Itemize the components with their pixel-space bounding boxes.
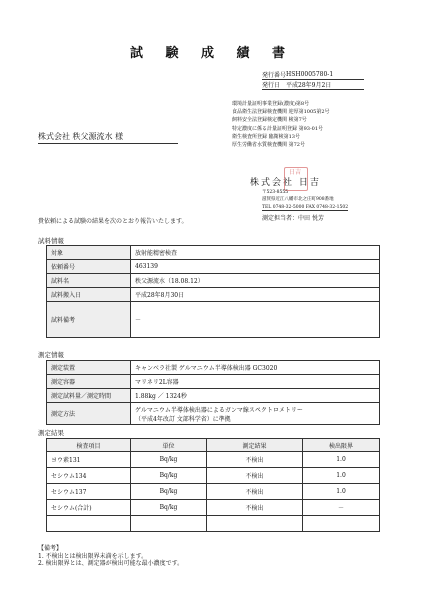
sample-info-table (46, 245, 380, 338)
table-value: 平成28年8月30日 (131, 288, 380, 302)
table-value: マリネリ2L容器 (131, 375, 380, 389)
table-row (47, 516, 380, 532)
cell-unit: Bq/kg (131, 500, 207, 516)
method-line-1: ゲルマニウム半導体検出器によるガンマ線スペクトロメトリー (135, 406, 303, 414)
cell-limit (303, 516, 380, 532)
cell-result: 不検出 (207, 500, 303, 516)
issue-date-label: 発行日 (262, 82, 281, 89)
company-zip: 〒523-8555 (262, 190, 289, 195)
cell-result (207, 516, 303, 532)
column-header: 検出限界 (303, 439, 380, 452)
table-row (47, 260, 380, 274)
cell-result: 不検出 (207, 468, 303, 484)
table-value: － (131, 302, 380, 338)
company-contact: TEL 0748-32-5000 FAX 0748-32-1502 (262, 205, 349, 210)
table-value: 1.88kg ／ 1324秒 (131, 389, 380, 403)
table-label: 試料搬入日 (47, 288, 131, 302)
cell-item: セシウム134 (47, 468, 131, 484)
table-row (47, 246, 380, 260)
table-row (47, 403, 380, 425)
sample-section-heading: 試料情報 (38, 237, 64, 245)
intro-text: 貴依頼による試験の結果を次のとおり報告いたします。 (38, 218, 188, 225)
cell-limit: 1.0 (303, 452, 380, 468)
table-value: 放射能精密検査 (131, 246, 380, 260)
issue-no-label: 発行番号 (262, 72, 287, 79)
table-row (47, 452, 380, 468)
table-label: 試料備考 (47, 302, 131, 338)
column-header: 検査項目 (47, 439, 131, 452)
cell-item: セシウム(合計) (47, 500, 131, 516)
note-line: 2. 検出限界とは、測定器が検出可能な最小濃度です。 (38, 560, 184, 567)
cell-unit (131, 516, 207, 532)
certification-item: 食品衛生法登録検査機関 迎厚第1005第2号 (232, 109, 330, 116)
method-line-2: （平成4年改訂 文部科学省）に準拠 (135, 415, 231, 423)
person-name: 中田 悦芳 (298, 215, 324, 222)
table-label: 依頼番号 (47, 260, 131, 274)
issue-no: HSH0005780-1 (286, 71, 334, 78)
table-value: キャンベラ社製 ゲルマニウム半導体検出器 GC3020 (131, 361, 380, 375)
person-label: 測定担当者： (262, 215, 299, 222)
table-row (47, 500, 380, 516)
column-header: 測定結果 (207, 439, 303, 452)
table-row (47, 484, 380, 500)
certification-list (232, 100, 330, 149)
document-title: 試 験 成 績 書 (129, 46, 295, 61)
table-value: 463139 (131, 260, 380, 274)
cell-item: ヨウ素131 (47, 452, 131, 468)
cell-limit: 1.0 (303, 468, 380, 484)
cell-item: セシウム137 (47, 484, 131, 500)
table-row (47, 302, 380, 338)
table-header-row (47, 439, 380, 452)
company-name: 株式会社 日吉 (250, 178, 321, 188)
measurement-info-table (46, 360, 380, 425)
table-row (47, 468, 380, 484)
company-address: 滋賀県近江八幡市北之庄町908番地 (262, 197, 334, 202)
certification-item: 特定濃度に係る計量証明登録 第93-01号 (232, 125, 324, 132)
results-section-heading: 測定結果 (38, 429, 64, 437)
table-label: 対象 (47, 246, 131, 260)
cell-limit: 1.0 (303, 484, 380, 500)
company-address-block (262, 189, 334, 203)
cell-unit: Bq/kg (131, 484, 207, 500)
table-value (131, 403, 380, 425)
cell-unit: Bq/kg (131, 452, 207, 468)
certification-item: 衛生検査所登録 臨衛検第13号 (232, 133, 300, 140)
table-label: 試料名 (47, 274, 131, 288)
results-table (46, 438, 380, 532)
note-line: 1. 不検出とは検出限界未満を示します。 (38, 552, 148, 560)
certification-item: 厚生労働省水質検査機関 第72号 (232, 142, 305, 149)
measurement-person (262, 213, 324, 222)
table-row (47, 274, 380, 288)
table-label: 測定容器 (47, 375, 131, 389)
column-header: 単位 (131, 439, 207, 452)
table-row (47, 361, 380, 375)
table-label: 測定装置 (47, 361, 131, 375)
notes (38, 545, 183, 568)
cell-result: 不検出 (207, 452, 303, 468)
table-label: 測定方法 (47, 403, 131, 425)
issue-date: 平成28年9月2日 (286, 82, 332, 89)
cell-item (47, 516, 131, 532)
table-row (47, 375, 380, 389)
certification-item: 環境計量証明事業登録(濃度)第8号 (232, 101, 310, 107)
table-value: 秩父源流水（18.08.12） (131, 274, 380, 288)
cell-limit: － (303, 500, 380, 516)
issue-info (262, 70, 364, 90)
certification-item: 飼料安全法登録検定機関 検第7号 (232, 117, 307, 124)
cell-unit: Bq/kg (131, 468, 207, 484)
table-label: 測定試料量／測定時間 (47, 389, 131, 403)
cell-result: 不検出 (207, 484, 303, 500)
table-row (47, 389, 380, 403)
notes-heading: 【備考】 (38, 545, 63, 552)
table-row (47, 288, 380, 302)
company-seal-text: 日吉 (288, 169, 301, 176)
client-name: 株式会社 秩父源流水 様 (38, 131, 178, 144)
measure-section-heading: 測定情報 (38, 351, 64, 359)
